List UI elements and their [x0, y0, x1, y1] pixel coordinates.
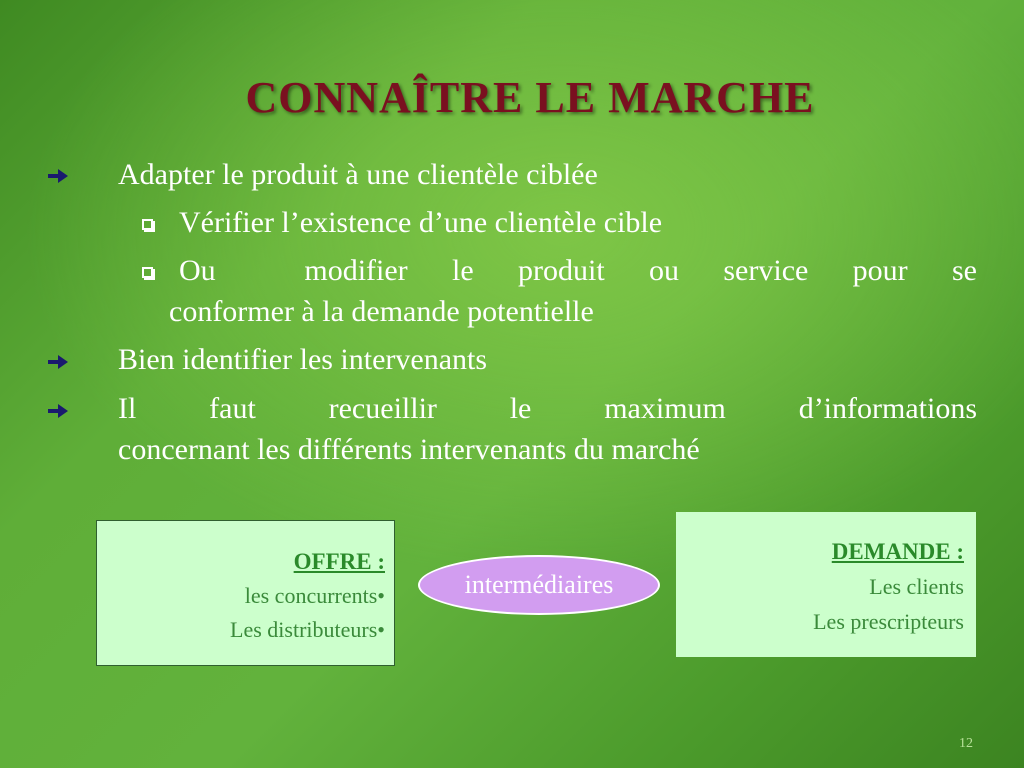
- demande-title: DEMANDE :: [831, 539, 964, 564]
- slide-title: CONNAÎTRE LE MARCHE: [245, 73, 815, 122]
- offre-line: les concurrents•: [244, 583, 385, 608]
- arrow-right-icon: [46, 401, 70, 421]
- sub-bullet-text: Vérifier l’existence d’une clientèle cible: [179, 206, 663, 239]
- page-number: 12: [959, 736, 973, 751]
- bullet-text-cont: concernant les différents intervenants du marché: [118, 433, 700, 466]
- intermediaires-label: intermédiaires: [464, 570, 614, 599]
- arrow-right-icon: [46, 352, 70, 372]
- intermediaires-ellipse: [418, 555, 660, 615]
- bullet-text: Il faut recueillir le maximum d’informations: [118, 392, 977, 425]
- sub-bullet-text-cont: conformer à la demande potentielle: [169, 295, 594, 328]
- arrow-right-icon: [46, 166, 70, 186]
- bullet-text: Adapter le produit à une clientèle ciblée: [118, 158, 598, 191]
- square-bullet-icon: [142, 219, 153, 230]
- demande-box: [676, 512, 976, 657]
- square-bullet-icon: [142, 267, 153, 278]
- offre-line: Les distributeurs•: [230, 617, 385, 642]
- offre-box: [96, 520, 395, 666]
- sub-bullet-text: Ou modifier le produit ou service pour se: [179, 254, 977, 287]
- offre-title: OFFRE :: [293, 549, 385, 574]
- demande-line: Les prescripteurs: [813, 609, 964, 634]
- demande-line: Les clients: [869, 574, 964, 599]
- bullet-text: Bien identifier les intervenants: [118, 343, 488, 376]
